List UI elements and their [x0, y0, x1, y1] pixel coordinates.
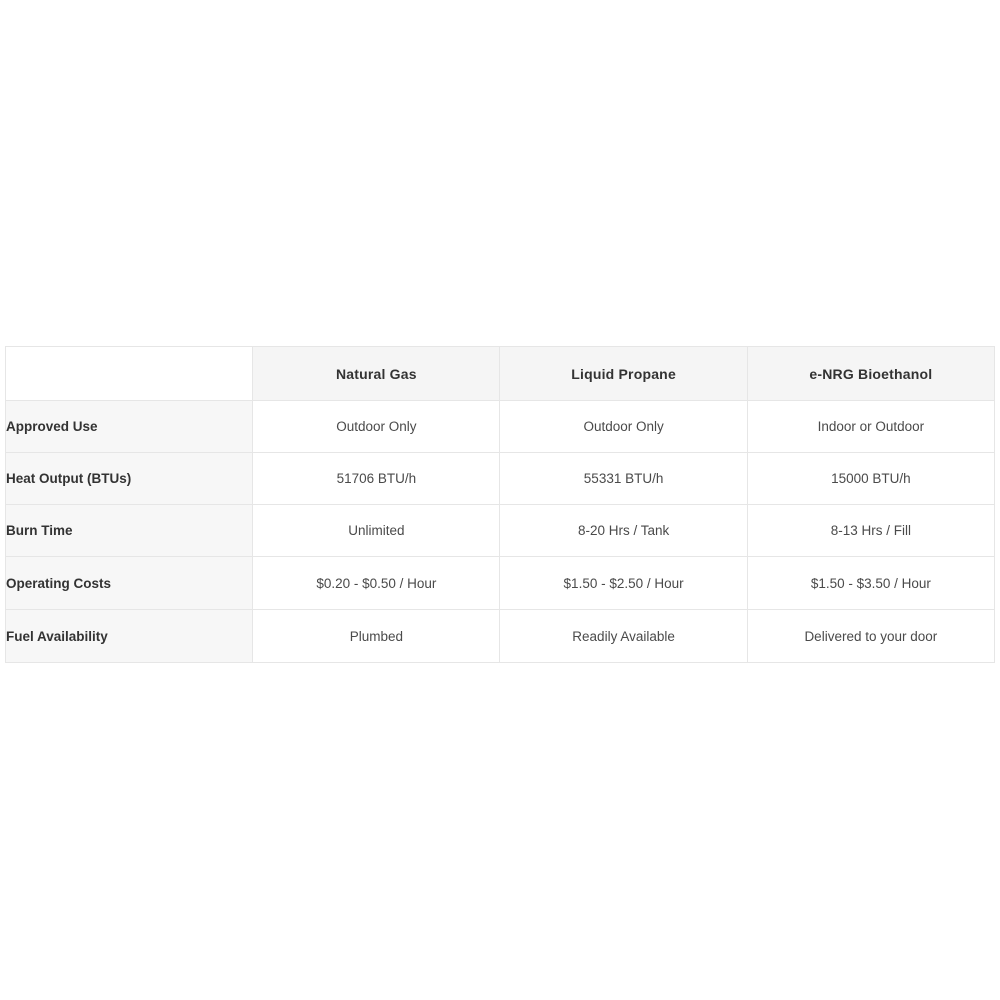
table-row: [6, 453, 995, 505]
cell-fuel-availability-bioethanol: Delivered to your door: [747, 610, 994, 663]
cell-heat-output-natural-gas: 51706 BTU/h: [253, 453, 500, 505]
table-row: [6, 401, 995, 453]
cell-approved-use-bioethanol: Indoor or Outdoor: [747, 401, 994, 453]
column-header-e-nrg-bioethanol: e-NRG Bioethanol: [747, 347, 994, 401]
cell-fuel-availability-natural-gas: Plumbed: [253, 610, 500, 663]
fuel-comparison-table-wrapper: [5, 346, 995, 663]
fuel-comparison-table: [5, 346, 995, 663]
table-header: [6, 347, 995, 401]
cell-approved-use-natural-gas: Outdoor Only: [253, 401, 500, 453]
row-header-operating-costs: Operating Costs: [6, 557, 253, 610]
cell-burn-time-natural-gas: Unlimited: [253, 505, 500, 557]
table-row: [6, 557, 995, 610]
table-row: [6, 610, 995, 663]
table-row: [6, 505, 995, 557]
table-body: [6, 401, 995, 663]
cell-fuel-availability-liquid-propane: Readily Available: [500, 610, 747, 663]
row-header-heat-output: Heat Output (BTUs): [6, 453, 253, 505]
cell-burn-time-liquid-propane: 8-20 Hrs / Tank: [500, 505, 747, 557]
cell-operating-costs-natural-gas: $0.20 - $0.50 / Hour: [253, 557, 500, 610]
column-header-natural-gas: Natural Gas: [253, 347, 500, 401]
row-header-burn-time: Burn Time: [6, 505, 253, 557]
row-header-approved-use: Approved Use: [6, 401, 253, 453]
cell-heat-output-bioethanol: 15000 BTU/h: [747, 453, 994, 505]
column-header-liquid-propane: Liquid Propane: [500, 347, 747, 401]
cell-burn-time-bioethanol: 8-13 Hrs / Fill: [747, 505, 994, 557]
cell-operating-costs-liquid-propane: $1.50 - $2.50 / Hour: [500, 557, 747, 610]
cell-operating-costs-bioethanol: $1.50 - $3.50 / Hour: [747, 557, 994, 610]
table-header-row: [6, 347, 995, 401]
table-corner-cell: [6, 347, 253, 401]
row-header-fuel-availability: Fuel Availability: [6, 610, 253, 663]
cell-heat-output-liquid-propane: 55331 BTU/h: [500, 453, 747, 505]
cell-approved-use-liquid-propane: Outdoor Only: [500, 401, 747, 453]
